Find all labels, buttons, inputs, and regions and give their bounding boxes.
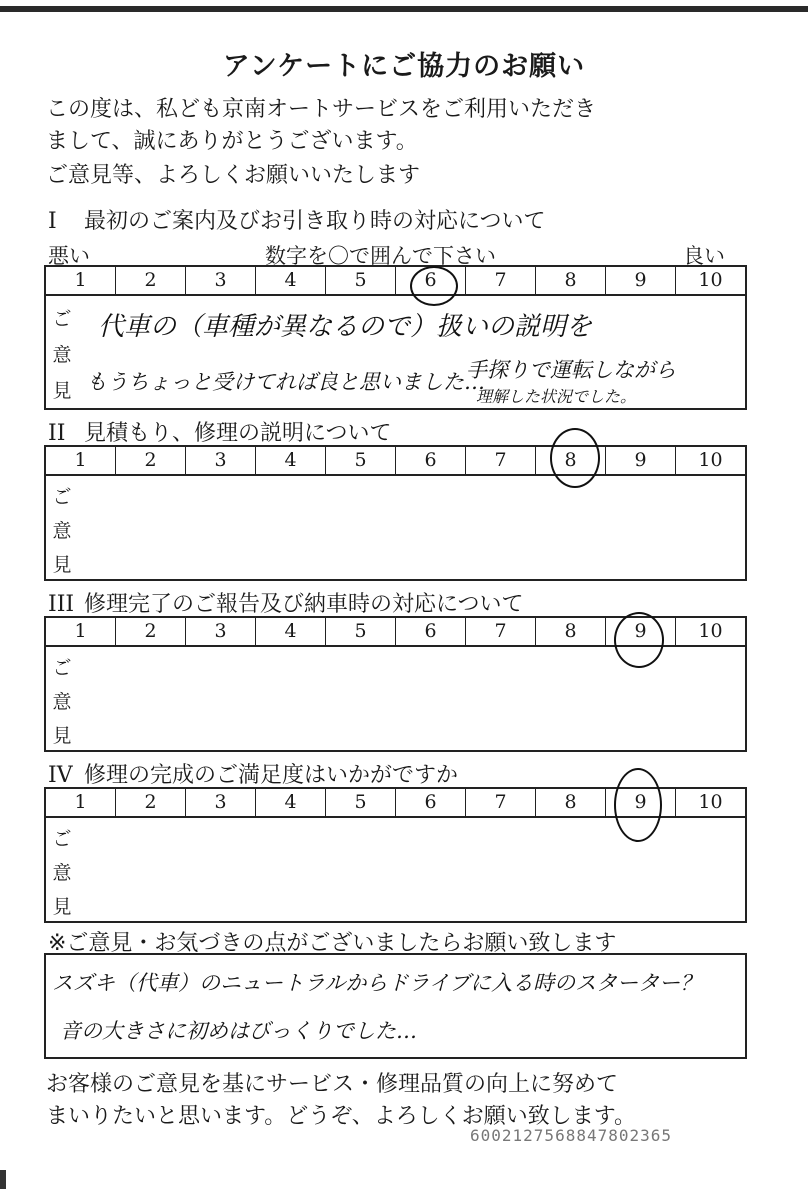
rating-cell-10[interactable]: 10 <box>698 791 723 813</box>
rating-cell-9[interactable]: 9 <box>606 618 676 645</box>
section-2-text: 見積もり、修理の説明について <box>84 421 392 446</box>
section-1-title <box>48 204 546 235</box>
rating-cell-8[interactable]: 8 <box>536 447 606 474</box>
handwritten-note-line-2: 音の大きさに初めはびっくりでした… <box>60 1019 417 1043</box>
rating-cell-7[interactable]: 7 <box>466 447 536 474</box>
comment-label-char: 意 <box>52 691 72 713</box>
intro-line-2: まして、誠にありがとうございます。 <box>46 129 418 154</box>
comment-label-char: 見 <box>52 380 72 402</box>
rating-cell-8[interactable]: 8 <box>536 789 606 816</box>
section-1-number: I <box>48 209 57 234</box>
rating-cell-8[interactable]: 8 <box>536 618 606 645</box>
rating-cell-4[interactable]: 4 <box>256 267 326 294</box>
section-4-title <box>48 758 458 789</box>
rating-cell-4[interactable]: 4 <box>256 618 326 645</box>
handwritten-comment-line-3: 手探りで運転しながら <box>466 358 676 382</box>
rating-circle-9 <box>614 612 664 668</box>
handwritten-comment-line-4: 理解した状況でした。 <box>476 387 637 406</box>
intro-line-3: ご意見等、よろしくお願いいたします <box>46 163 421 188</box>
rating-cell-3[interactable]: 3 <box>186 789 256 816</box>
comment-label-char: 見 <box>52 896 72 918</box>
section-3-number: III <box>48 592 75 617</box>
page-title: アンケートにご協力のお願い <box>222 51 586 82</box>
comment-label-char: ご <box>52 486 72 508</box>
rating-cell-6[interactable]: 6 <box>396 618 466 645</box>
rating-cell-6[interactable]: 6 <box>396 789 466 816</box>
rating-cell-5[interactable]: 5 <box>326 447 396 474</box>
handwritten-note-line-1: スズキ（代車）のニュートラルからドライブに入る時のスターター？ <box>52 971 702 995</box>
note-title: ※ご意見・お気づきの点がございましたらお願い致します <box>48 931 617 956</box>
rating-cell-6[interactable]: 6 <box>396 267 466 294</box>
rating-cell-2[interactable]: 2 <box>116 267 186 294</box>
rating-cell-9[interactable]: 9 <box>606 447 676 474</box>
scale-bad-label: 悪い <box>48 244 90 268</box>
comment-label-char: ご <box>52 828 72 850</box>
top-border-line <box>0 6 808 12</box>
rating-cell-1[interactable]: 1 <box>46 618 116 645</box>
rating-cell-5[interactable]: 5 <box>326 789 396 816</box>
rating-cell-2[interactable]: 2 <box>116 789 186 816</box>
comment-label-char: 見 <box>52 554 72 576</box>
section-2-number-row <box>46 447 745 476</box>
rating-cell-8[interactable]: 8 <box>536 267 606 294</box>
rating-cell-5[interactable]: 5 <box>326 267 396 294</box>
rating-circle-6 <box>410 266 458 306</box>
comment-label-char: 見 <box>52 725 72 747</box>
rating-cell-4[interactable]: 4 <box>256 789 326 816</box>
intro-line-1: この度は、私ども京南オートサービスをご利用いただき <box>46 97 597 122</box>
corner-mark <box>0 1170 6 1189</box>
rating-cell-3[interactable]: 3 <box>186 267 256 294</box>
section-1-number-row <box>46 267 745 296</box>
footer-line-2: まいりたいと思います。どうぞ、よろしくお願い致します。 <box>46 1104 637 1129</box>
section-2-comment-area[interactable] <box>46 476 745 579</box>
rating-circle-8 <box>550 428 600 488</box>
comment-label-char: ご <box>52 657 72 679</box>
comment-label-char: 意 <box>52 862 72 884</box>
rating-cell-10[interactable]: 10 <box>698 620 723 642</box>
section-2-number: II <box>48 421 66 446</box>
rating-cell-9[interactable]: 9 <box>606 789 676 816</box>
rating-cell-6[interactable]: 6 <box>396 447 466 474</box>
rating-cell-3[interactable]: 3 <box>186 447 256 474</box>
rating-cell-7[interactable]: 7 <box>466 618 536 645</box>
note-comment-area[interactable] <box>44 953 747 1059</box>
rating-cell-2[interactable]: 2 <box>116 447 186 474</box>
rating-cell-10[interactable]: 10 <box>698 269 723 291</box>
rating-cell-2[interactable]: 2 <box>116 618 186 645</box>
rating-cell-4[interactable]: 4 <box>256 447 326 474</box>
section-1-rating-block <box>44 265 747 410</box>
footer-line-1: お客様のご意見を基にサービス・修理品質の向上に努めて <box>46 1072 619 1097</box>
scale-good-label: 良い <box>683 244 725 268</box>
rating-cell-1[interactable]: 1 <box>46 267 116 294</box>
section-1-comment-area[interactable] <box>46 296 745 408</box>
section-4-text: 修理の完成のご満足度はいかがですか <box>84 763 459 788</box>
rating-cell-3[interactable]: 3 <box>186 618 256 645</box>
rating-cell-5[interactable]: 5 <box>326 618 396 645</box>
section-4-number: IV <box>48 763 73 788</box>
comment-label-char: 意 <box>52 344 72 366</box>
rating-cell-9[interactable]: 9 <box>606 267 676 294</box>
section-1-text: 最初のご案内及びお引き取り時の対応について <box>84 209 546 234</box>
rating-cell-10[interactable]: 10 <box>698 449 723 471</box>
comment-label-char: ご <box>52 308 72 330</box>
rating-cell-7[interactable]: 7 <box>466 789 536 816</box>
comment-label-char: 意 <box>52 520 72 542</box>
rating-cell-7[interactable]: 7 <box>466 267 536 294</box>
rating-circle-9 <box>614 768 662 842</box>
section-2-title <box>48 416 392 447</box>
rating-cell-1[interactable]: 1 <box>46 789 116 816</box>
scale-instruction: 数字を〇で囲んで下さい <box>265 244 496 268</box>
rating-cell-1[interactable]: 1 <box>46 447 116 474</box>
handwritten-comment-line-2: もうちょっと受けてれば良と思いました… <box>86 370 485 394</box>
section-2-rating-block <box>44 445 747 581</box>
section-3-title <box>48 587 524 618</box>
section-3-text: 修理完了のご報告及び納車時の対応について <box>84 592 524 617</box>
handwritten-comment-line-1: 代車の（車種が異なるので）扱いの説明を <box>98 312 593 342</box>
serial-number: 6002127568847802365 <box>470 1126 673 1145</box>
